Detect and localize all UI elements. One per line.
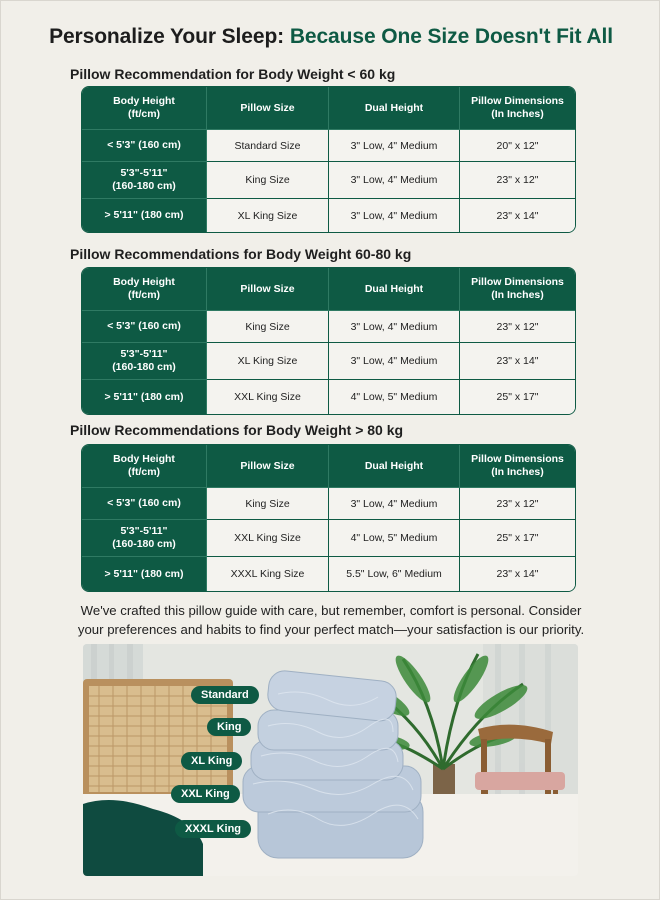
header-body-height: Body Height (ft/cm) [82, 268, 207, 311]
cell-height: < 5'3" (160 cm) [82, 130, 207, 162]
cell-height: 5'3"-5'11" (160-180 cm) [82, 162, 207, 199]
header-pillow-size: Pillow Size [207, 268, 329, 311]
header-dimensions: Pillow Dimensions (In Inches) [460, 445, 575, 488]
cell-dual-height: 3" Low, 4" Medium [329, 311, 460, 343]
section-title-under-60kg: Pillow Recommendation for Body Weight < 60 kg [70, 66, 396, 82]
cell-dimensions: 23" x 14" [460, 199, 575, 232]
cell-size: King Size [207, 488, 329, 520]
header-dimensions: Pillow Dimensions (In Inches) [460, 87, 575, 130]
table-row [82, 557, 575, 591]
cell-height: < 5'3" (160 cm) [82, 311, 207, 343]
cell-dual-height: 3" Low, 4" Medium [329, 199, 460, 232]
table-header-row [82, 268, 575, 311]
cell-dual-height: 3" Low, 4" Medium [329, 343, 460, 380]
table-row [82, 311, 575, 343]
size-tag-king: King [207, 718, 251, 736]
table-header-row [82, 87, 575, 130]
table-over-80kg [81, 444, 576, 592]
cell-dual-height: 4" Low, 5" Medium [329, 520, 460, 557]
cell-height: > 5'11" (180 cm) [82, 557, 207, 591]
cell-height: < 5'3" (160 cm) [82, 488, 207, 520]
size-tag-xl-king: XL King [181, 752, 242, 770]
size-tag-xxl-king: XXL King [171, 785, 240, 803]
cell-size: XXXL King Size [207, 557, 329, 591]
section-title-60-80kg: Pillow Recommendations for Body Weight 60-80 kg [70, 246, 412, 262]
cell-dual-height: 3" Low, 4" Medium [329, 488, 460, 520]
size-tag-xxxl-king: XXXL King [175, 820, 251, 838]
table-row [82, 380, 575, 414]
title-part-1: Personalize Your Sleep: [49, 25, 285, 48]
cell-height: > 5'11" (180 cm) [82, 199, 207, 232]
header-body-height: Body Height (ft/cm) [82, 87, 207, 130]
table-header-row [82, 445, 575, 488]
cell-size: XL King Size [207, 199, 329, 232]
cell-dimensions: 23" x 12" [460, 162, 575, 199]
header-dual-height: Dual Height [329, 445, 460, 488]
cell-height: > 5'11" (180 cm) [82, 380, 207, 414]
cell-height: 5'3"-5'11" (160-180 cm) [82, 520, 207, 557]
cell-dimensions: 23" x 12" [460, 488, 575, 520]
table-60-80kg [81, 267, 576, 415]
table-row [82, 130, 575, 162]
cell-size: King Size [207, 311, 329, 343]
header-pillow-size: Pillow Size [207, 87, 329, 130]
cell-size: XXL King Size [207, 380, 329, 414]
table-row [82, 520, 575, 557]
header-dual-height: Dual Height [329, 268, 460, 311]
page-title [1, 25, 660, 49]
cell-size: XXL King Size [207, 520, 329, 557]
cell-dual-height: 3" Low, 4" Medium [329, 162, 460, 199]
cell-size: King Size [207, 162, 329, 199]
cell-dimensions: 23" x 14" [460, 343, 575, 380]
cell-dimensions: 23" x 12" [460, 311, 575, 343]
header-dual-height: Dual Height [329, 87, 460, 130]
section-title-over-80kg: Pillow Recommendations for Body Weight > 80 kg [70, 422, 404, 438]
pillow-stack-photo [83, 644, 578, 876]
table-under-60kg [81, 86, 576, 233]
header-pillow-size: Pillow Size [207, 445, 329, 488]
table-row [82, 162, 575, 199]
cell-dual-height: 5.5" Low, 6" Medium [329, 557, 460, 591]
cell-dimensions: 25" x 17" [460, 380, 575, 414]
pillow-stack-illustration [83, 644, 578, 876]
table-row [82, 343, 575, 380]
title-part-2: Because One Size Doesn't Fit All [289, 25, 613, 48]
cell-size: XL King Size [207, 343, 329, 380]
cell-dual-height: 3" Low, 4" Medium [329, 130, 460, 162]
table-row [82, 488, 575, 520]
header-dimensions: Pillow Dimensions (In Inches) [460, 268, 575, 311]
cell-size: Standard Size [207, 130, 329, 162]
cell-height: 5'3"-5'11" (160-180 cm) [82, 343, 207, 380]
header-body-height: Body Height (ft/cm) [82, 445, 207, 488]
table-row [82, 199, 575, 232]
cell-dual-height: 4" Low, 5" Medium [329, 380, 460, 414]
cell-dimensions: 25" x 17" [460, 520, 575, 557]
cell-dimensions: 20" x 12" [460, 130, 575, 162]
size-tag-standard: Standard [191, 686, 259, 704]
disclaimer-note: We've crafted this pillow guide with care, but remember, comfort is personal. Consider your preferences and habits to find your perfect match—your satisfaction is our priority. [77, 603, 585, 637]
cell-dimensions: 23" x 14" [460, 557, 575, 591]
